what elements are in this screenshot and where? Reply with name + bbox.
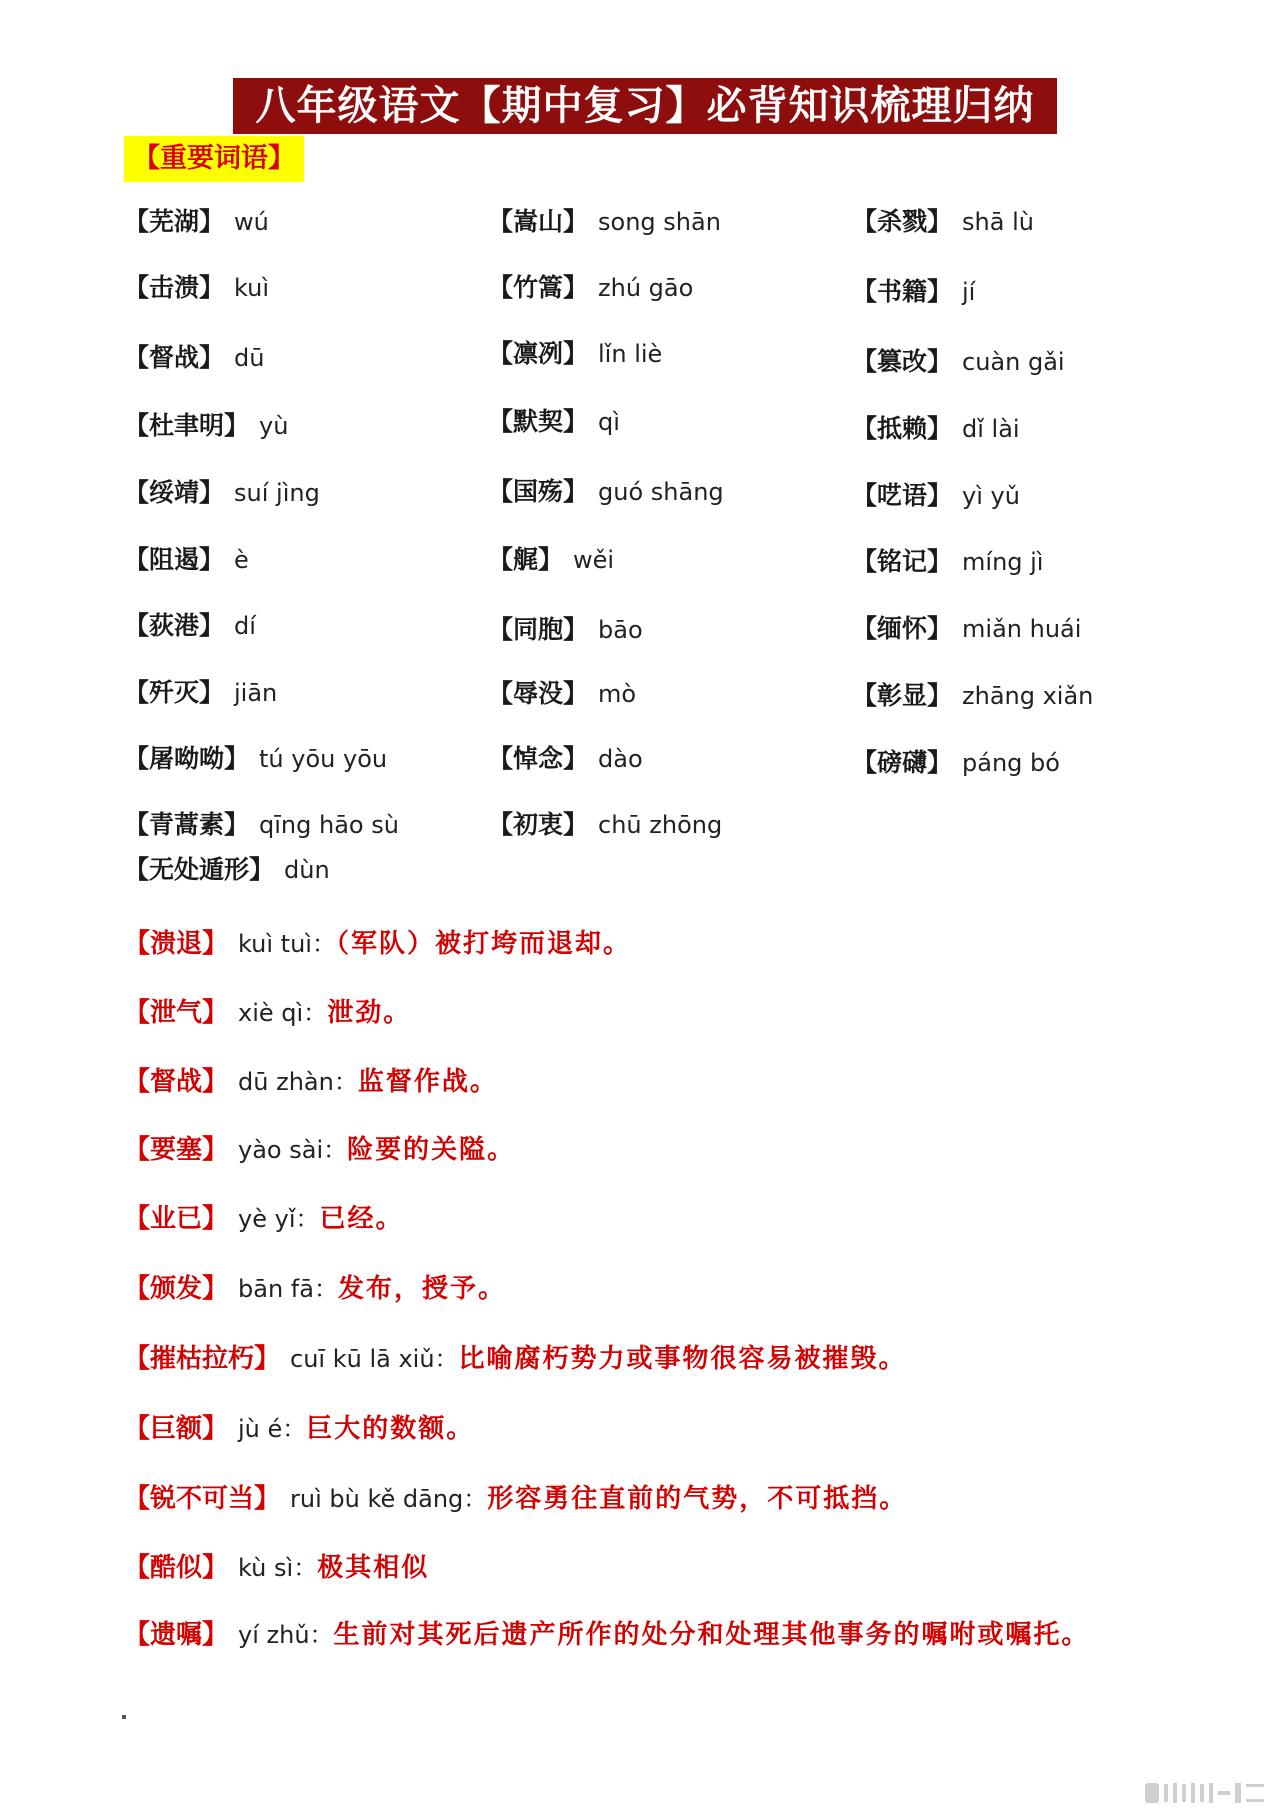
vocab-pinyin: miǎn huái	[962, 615, 1082, 643]
vocab-pinyin: suí jìng	[234, 479, 320, 507]
definition-pinyin: ruì bù kě dāng：	[290, 1485, 488, 1513]
definition-item	[124, 1476, 907, 1522]
definition-meaning: 发布，授予。	[337, 1274, 506, 1304]
definition-meaning: 已经。	[319, 1204, 404, 1234]
vocab-entry	[124, 850, 330, 890]
vocab-pinyin: guó shāng	[598, 478, 724, 506]
definition-word: 【溃退】	[124, 929, 229, 959]
vocab-pinyin: yù	[259, 412, 289, 440]
definition-item	[124, 1196, 404, 1242]
definition-meaning: 比喻腐朽势力或事物很容易被摧毁。	[458, 1344, 907, 1374]
page-title: 八年级语文【期中复习】必背知识梳理归纳	[233, 78, 1057, 134]
vocab-pinyin: yì yǔ	[962, 482, 1020, 510]
definition-item	[124, 1336, 907, 1382]
definition-item	[124, 921, 631, 967]
vocab-pinyin: jiān	[234, 679, 278, 707]
vocab-entry	[488, 610, 643, 650]
vocab-entry	[852, 609, 1081, 649]
vocab-entry	[852, 409, 1020, 449]
vocab-word: 【悼念】	[488, 744, 589, 773]
vocab-word: 【篡改】	[852, 347, 953, 376]
definition-pinyin: xiè qì：	[238, 999, 328, 1027]
definition-meaning: （军队）被打垮而退却。	[335, 929, 631, 959]
vocab-word: 【杀戮】	[852, 207, 953, 236]
vocab-entry	[488, 674, 636, 714]
vocab-word: 【无处遁形】	[124, 855, 275, 884]
vocab-entry	[488, 268, 693, 308]
vocab-pinyin: wěi	[573, 546, 615, 574]
definition-meaning: 生前对其死后遗产所作的处分和处理其他事务的嘱咐或嘱托。	[333, 1620, 1090, 1650]
vocab-entry	[124, 473, 320, 513]
vocab-pinyin: lǐn liè	[598, 340, 663, 368]
vocab-entry	[852, 476, 1020, 516]
vocab-word: 【荻港】	[124, 611, 225, 640]
vocab-word: 【艉】	[488, 545, 564, 574]
definition-word: 【摧枯拉朽】	[124, 1344, 281, 1374]
definition-meaning: 险要的关隘。	[347, 1135, 516, 1165]
vocab-word: 【初衷】	[488, 810, 589, 839]
vocab-pinyin: qì	[598, 408, 620, 436]
vocab-entry	[124, 202, 269, 242]
vocab-pinyin: zhāng xiǎn	[962, 682, 1094, 710]
vocab-word: 【督战】	[124, 343, 225, 372]
vocab-entry	[852, 342, 1065, 382]
vocab-entry	[124, 805, 399, 845]
vocab-pinyin: dùn	[284, 856, 330, 884]
vocab-word: 【彰显】	[852, 681, 953, 710]
definition-pinyin: bān fā：	[238, 1275, 338, 1303]
vocab-entry	[488, 739, 643, 779]
definition-word: 【督战】	[124, 1067, 229, 1097]
vocab-pinyin: shā lù	[962, 208, 1034, 236]
vocab-entry	[124, 673, 277, 713]
definition-word: 【业已】	[124, 1204, 229, 1234]
vocab-word: 【歼灭】	[124, 678, 225, 707]
definition-meaning: 形容勇往直前的气势，不可抵挡。	[487, 1484, 908, 1514]
definition-pinyin: yào sài：	[238, 1136, 348, 1164]
vocab-word: 【缅怀】	[852, 614, 953, 643]
vocab-entry	[488, 334, 662, 374]
vocab-word: 【凛冽】	[488, 339, 589, 368]
definition-pinyin: cuī kū lā xiǔ：	[290, 1345, 459, 1373]
vocab-entry	[852, 676, 1093, 716]
vocab-pinyin: dū	[234, 344, 265, 372]
vocab-word: 【铭记】	[852, 547, 953, 576]
section-heading: 【重要词语】	[124, 136, 304, 182]
vocab-word: 【呓语】	[852, 481, 953, 510]
vocab-word: 【击溃】	[124, 273, 225, 302]
definition-pinyin: jù é：	[238, 1415, 307, 1443]
definition-word: 【要塞】	[124, 1135, 229, 1165]
vocab-word: 【杜聿明】	[124, 411, 250, 440]
watermark	[1094, 1781, 1264, 1805]
vocab-pinyin: tú yōu yōu	[259, 745, 388, 773]
vocab-pinyin: dí	[234, 612, 256, 640]
vocab-entry	[124, 739, 387, 779]
vocab-pinyin: míng jì	[962, 548, 1044, 576]
vocab-pinyin: dào	[598, 745, 643, 773]
vocab-word: 【芜湖】	[124, 207, 225, 236]
definition-word: 【锐不可当】	[124, 1484, 281, 1514]
vocab-word: 【磅礴】	[852, 748, 953, 777]
vocab-entry	[852, 542, 1043, 582]
definition-word: 【酷似】	[124, 1553, 229, 1583]
vocab-word: 【屠呦呦】	[124, 744, 250, 773]
vocab-pinyin: wú	[234, 208, 269, 236]
definition-item	[124, 1545, 429, 1591]
vocab-word: 【嵩山】	[488, 207, 589, 236]
definition-pinyin: kuì tuì：	[238, 930, 336, 958]
vocab-entry	[124, 406, 288, 446]
definition-word: 【泄气】	[124, 998, 229, 1028]
vocab-entry	[124, 268, 269, 308]
vocab-word: 【绥靖】	[124, 478, 225, 507]
vocab-pinyin: kuì	[234, 274, 270, 302]
vocab-pinyin: mò	[598, 680, 637, 708]
vocab-entry	[488, 472, 724, 512]
vocab-entry	[124, 540, 249, 580]
vocab-word: 【默契】	[488, 407, 589, 436]
vocab-entry	[488, 540, 614, 580]
vocab-pinyin: song shān	[598, 208, 721, 236]
definition-word: 【遗嘱】	[124, 1620, 229, 1650]
vocab-pinyin: è	[234, 546, 249, 574]
definition-word: 【颁发】	[124, 1274, 229, 1304]
vocab-pinyin: zhú gāo	[598, 274, 694, 302]
vocab-entry	[124, 606, 256, 646]
vocab-pinyin: jí	[962, 278, 976, 306]
definition-pinyin: yí zhǔ：	[238, 1621, 334, 1649]
stray-mark	[122, 1715, 126, 1719]
vocab-word: 【辱没】	[488, 679, 589, 708]
vocab-entry	[852, 272, 975, 312]
vocab-word: 【竹篙】	[488, 273, 589, 302]
definition-pinyin: dū zhàn：	[238, 1068, 358, 1096]
definition-pinyin: yè yǐ：	[238, 1205, 320, 1233]
vocab-entry	[852, 202, 1034, 242]
vocab-word: 【抵赖】	[852, 414, 953, 443]
vocab-pinyin: bāo	[598, 616, 643, 644]
definition-item	[124, 990, 411, 1036]
vocab-word: 【阻遏】	[124, 545, 225, 574]
definition-word: 【巨额】	[124, 1414, 229, 1444]
vocab-word: 【同胞】	[488, 615, 589, 644]
definition-item	[124, 1059, 498, 1105]
vocab-pinyin: qīng hāo sù	[259, 811, 399, 839]
definition-meaning: 泄劲。	[327, 998, 412, 1028]
vocab-entry	[488, 202, 721, 242]
vocab-word: 【青蒿素】	[124, 810, 250, 839]
vocab-pinyin: páng bó	[962, 749, 1060, 777]
definition-meaning: 巨大的数额。	[306, 1414, 475, 1444]
definition-meaning: 极其相似	[317, 1553, 430, 1583]
definition-item	[124, 1612, 1090, 1658]
definition-meaning: 监督作战。	[357, 1067, 498, 1097]
vocab-entry	[488, 402, 620, 442]
definition-item	[124, 1127, 515, 1173]
vocab-entry	[488, 805, 722, 845]
vocab-entry	[124, 338, 264, 378]
vocab-pinyin: dǐ lài	[962, 415, 1020, 443]
vocab-pinyin: chū zhōng	[598, 811, 723, 839]
vocab-word: 【国殇】	[488, 477, 589, 506]
definition-item	[124, 1406, 474, 1452]
vocab-pinyin: cuàn gǎi	[962, 348, 1065, 376]
definition-item	[124, 1266, 506, 1312]
definition-pinyin: kù sì：	[238, 1554, 318, 1582]
vocab-word: 【书籍】	[852, 277, 953, 306]
vocab-entry	[852, 743, 1060, 783]
